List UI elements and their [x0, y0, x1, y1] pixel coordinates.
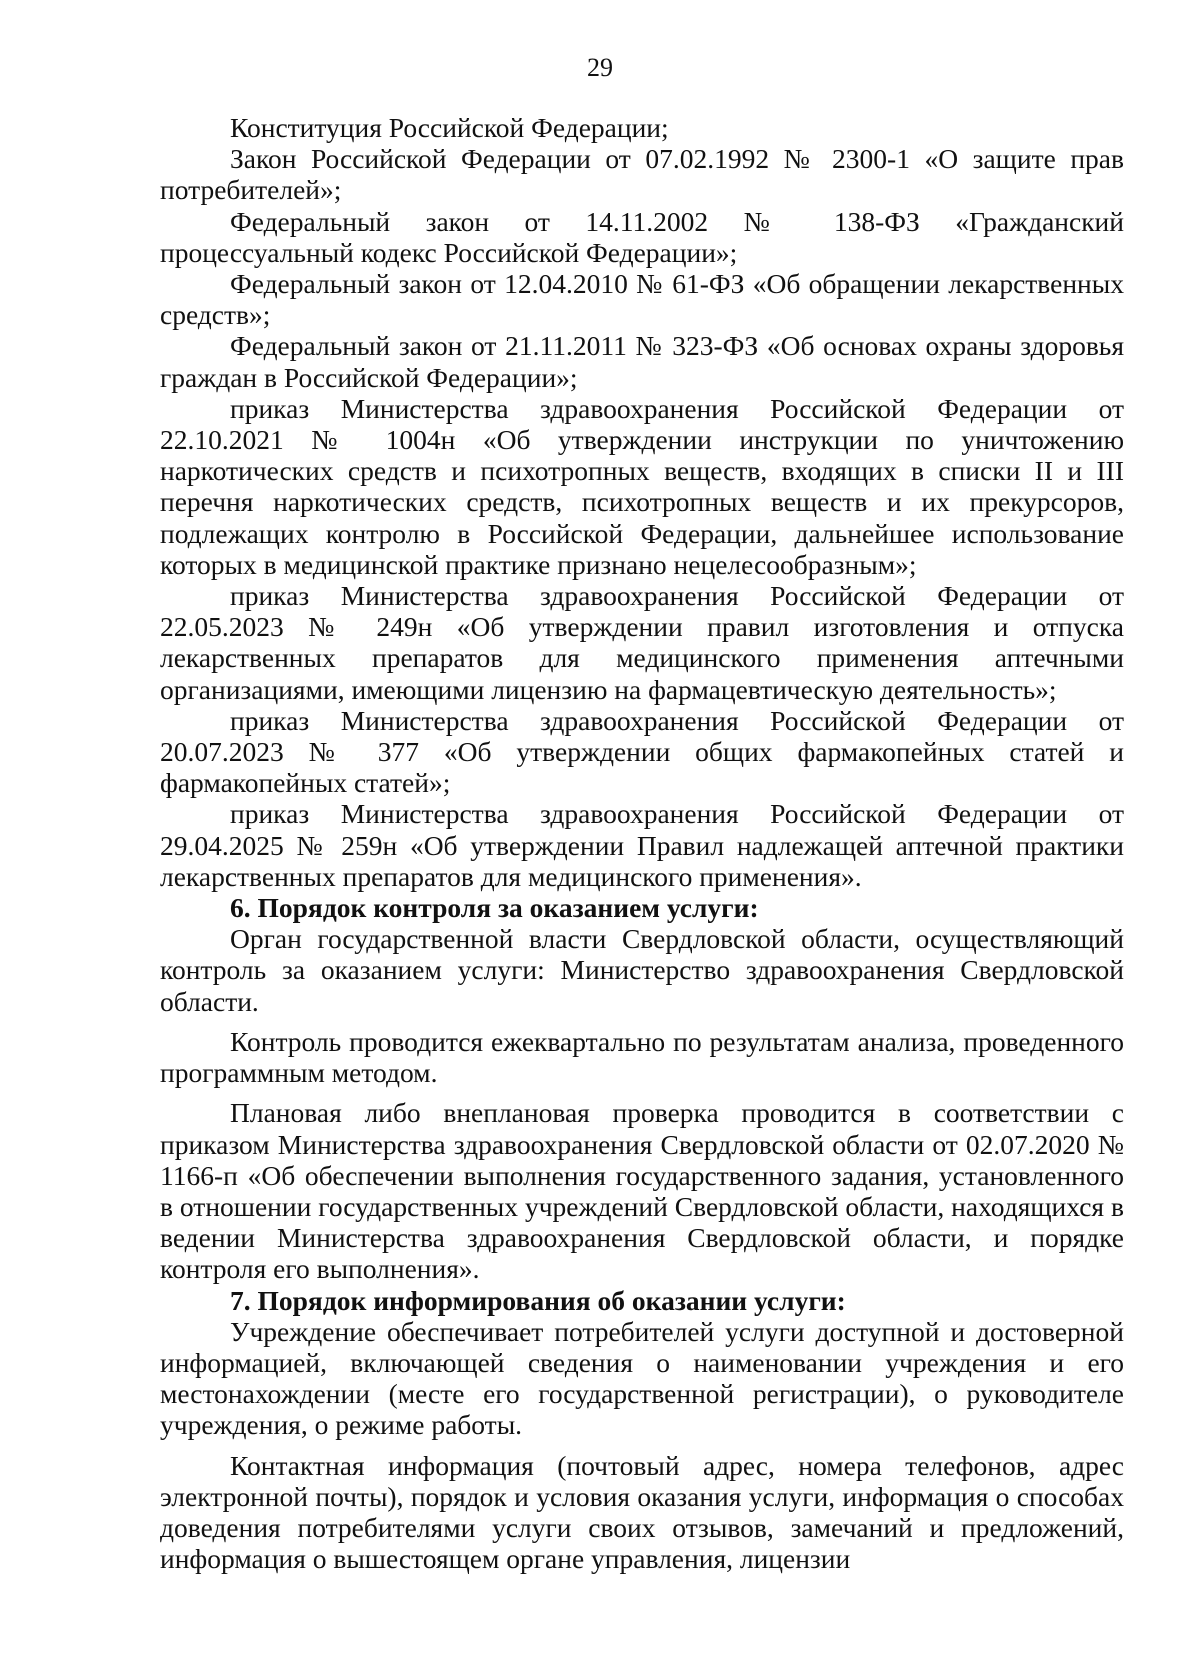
paragraph-order-259n: приказ Министерства здравоохранения Российской Федерации от 29.04.2025 № 259н «Об утверждении Правил надлежащей аптечной практики лекарственных препаратов для медицинского применения».: [160, 798, 1124, 892]
paragraph-order-249n: приказ Министерства здравоохранения Российской Федерации от 22.05.2023 № 249н «Об утверждении правил изготовления и отпуска лекарственных препаратов для медицинского применения аптечными организациями, имеющими лицензию на фармацевтическую деятельность»;: [160, 580, 1124, 705]
paragraph-medicines-law: Федеральный закон от 12.04.2010 № 61-ФЗ «Об обращении лекарственных средств»;: [160, 268, 1124, 331]
paragraph-civil-procedure-code: Федеральный закон от 14.11.2002 № 138-ФЗ «Гражданский процессуальный кодекс Российской Федерации»;: [160, 205, 1124, 268]
paragraph-contact-information: Контактная информация (почтовый адрес, номера телефонов, адрес электронной почты), порядок и условия оказания услуги, информация о способах доведения потребителями услуги своих отзывов, замечаний и предложений, информация о вышестоящем органе управления, лицензии: [160, 1449, 1124, 1575]
paragraph-control-frequency: Контроль проводится ежеквартально по результатам анализа, проведенного программным методом.: [160, 1025, 1124, 1089]
paragraph-constitution: Конституция Российской Федерации;: [230, 112, 669, 143]
document-body: [160, 112, 1124, 1574]
page-number: 29: [587, 53, 613, 82]
paragraph-health-protection-law: Федеральный закон от 21.11.2011 № 323-ФЗ «Об основах охраны здоровья граждан в Российской Федерации»;: [160, 330, 1124, 393]
paragraph-information-provision: Учреждение обеспечивает потребителей услуги доступной и достоверной информацией, включающей сведения о наименовании учреждения и его местонахождении (месте его государственной регистрации), о руководителе учреждения, о режиме работы.: [160, 1315, 1124, 1441]
section-heading-control: 6. Порядок контроля за оказанием услуги:: [230, 892, 759, 924]
paragraph-control-authority: Орган государственной власти Свердловской области, осуществляющий контроль за оказанием услуги: Министерство здравоохранения Свердловской области.: [160, 923, 1124, 1017]
paragraph-consumer-rights-law: Закон Российской Федерации от 07.02.1992 № 2300-1 «О защите прав потребителей»;: [160, 143, 1124, 206]
paragraph-inspection-order: Плановая либо внеплановая проверка проводится в соответствии с приказом Министерства здравоохранения Свердловской области от 02.07.2020 № 1166-п «Об обеспечении выполнения государственного задания, установленного в отношении государственных учреждений Свердловской области, находящихся в ведении Министерства здравоохранения Свердловской области, и порядке контроля его выполнения».: [160, 1097, 1124, 1285]
paragraph-order-1004n: приказ Министерства здравоохранения Российской Федерации от 22.10.2021 № 1004н «Об утверждении инструкции по уничтожению наркотических средств и психотропных веществ, входящих в списки II и III перечня наркотических средств, психотропных веществ и их прекурсоров, подлежащих контролю в Российской Федерации, дальнейшее использование которых в медицинской практике признано нецелесообразным»;: [160, 392, 1124, 580]
section-heading-information: 7. Порядок информирования об оказании услуги:: [230, 1284, 846, 1316]
paragraph-order-377: приказ Министерства здравоохранения Российской Федерации от 20.07.2023 № 377 «Об утверждении общих фармакопейных статей и фармакопейных статей»;: [160, 704, 1124, 799]
